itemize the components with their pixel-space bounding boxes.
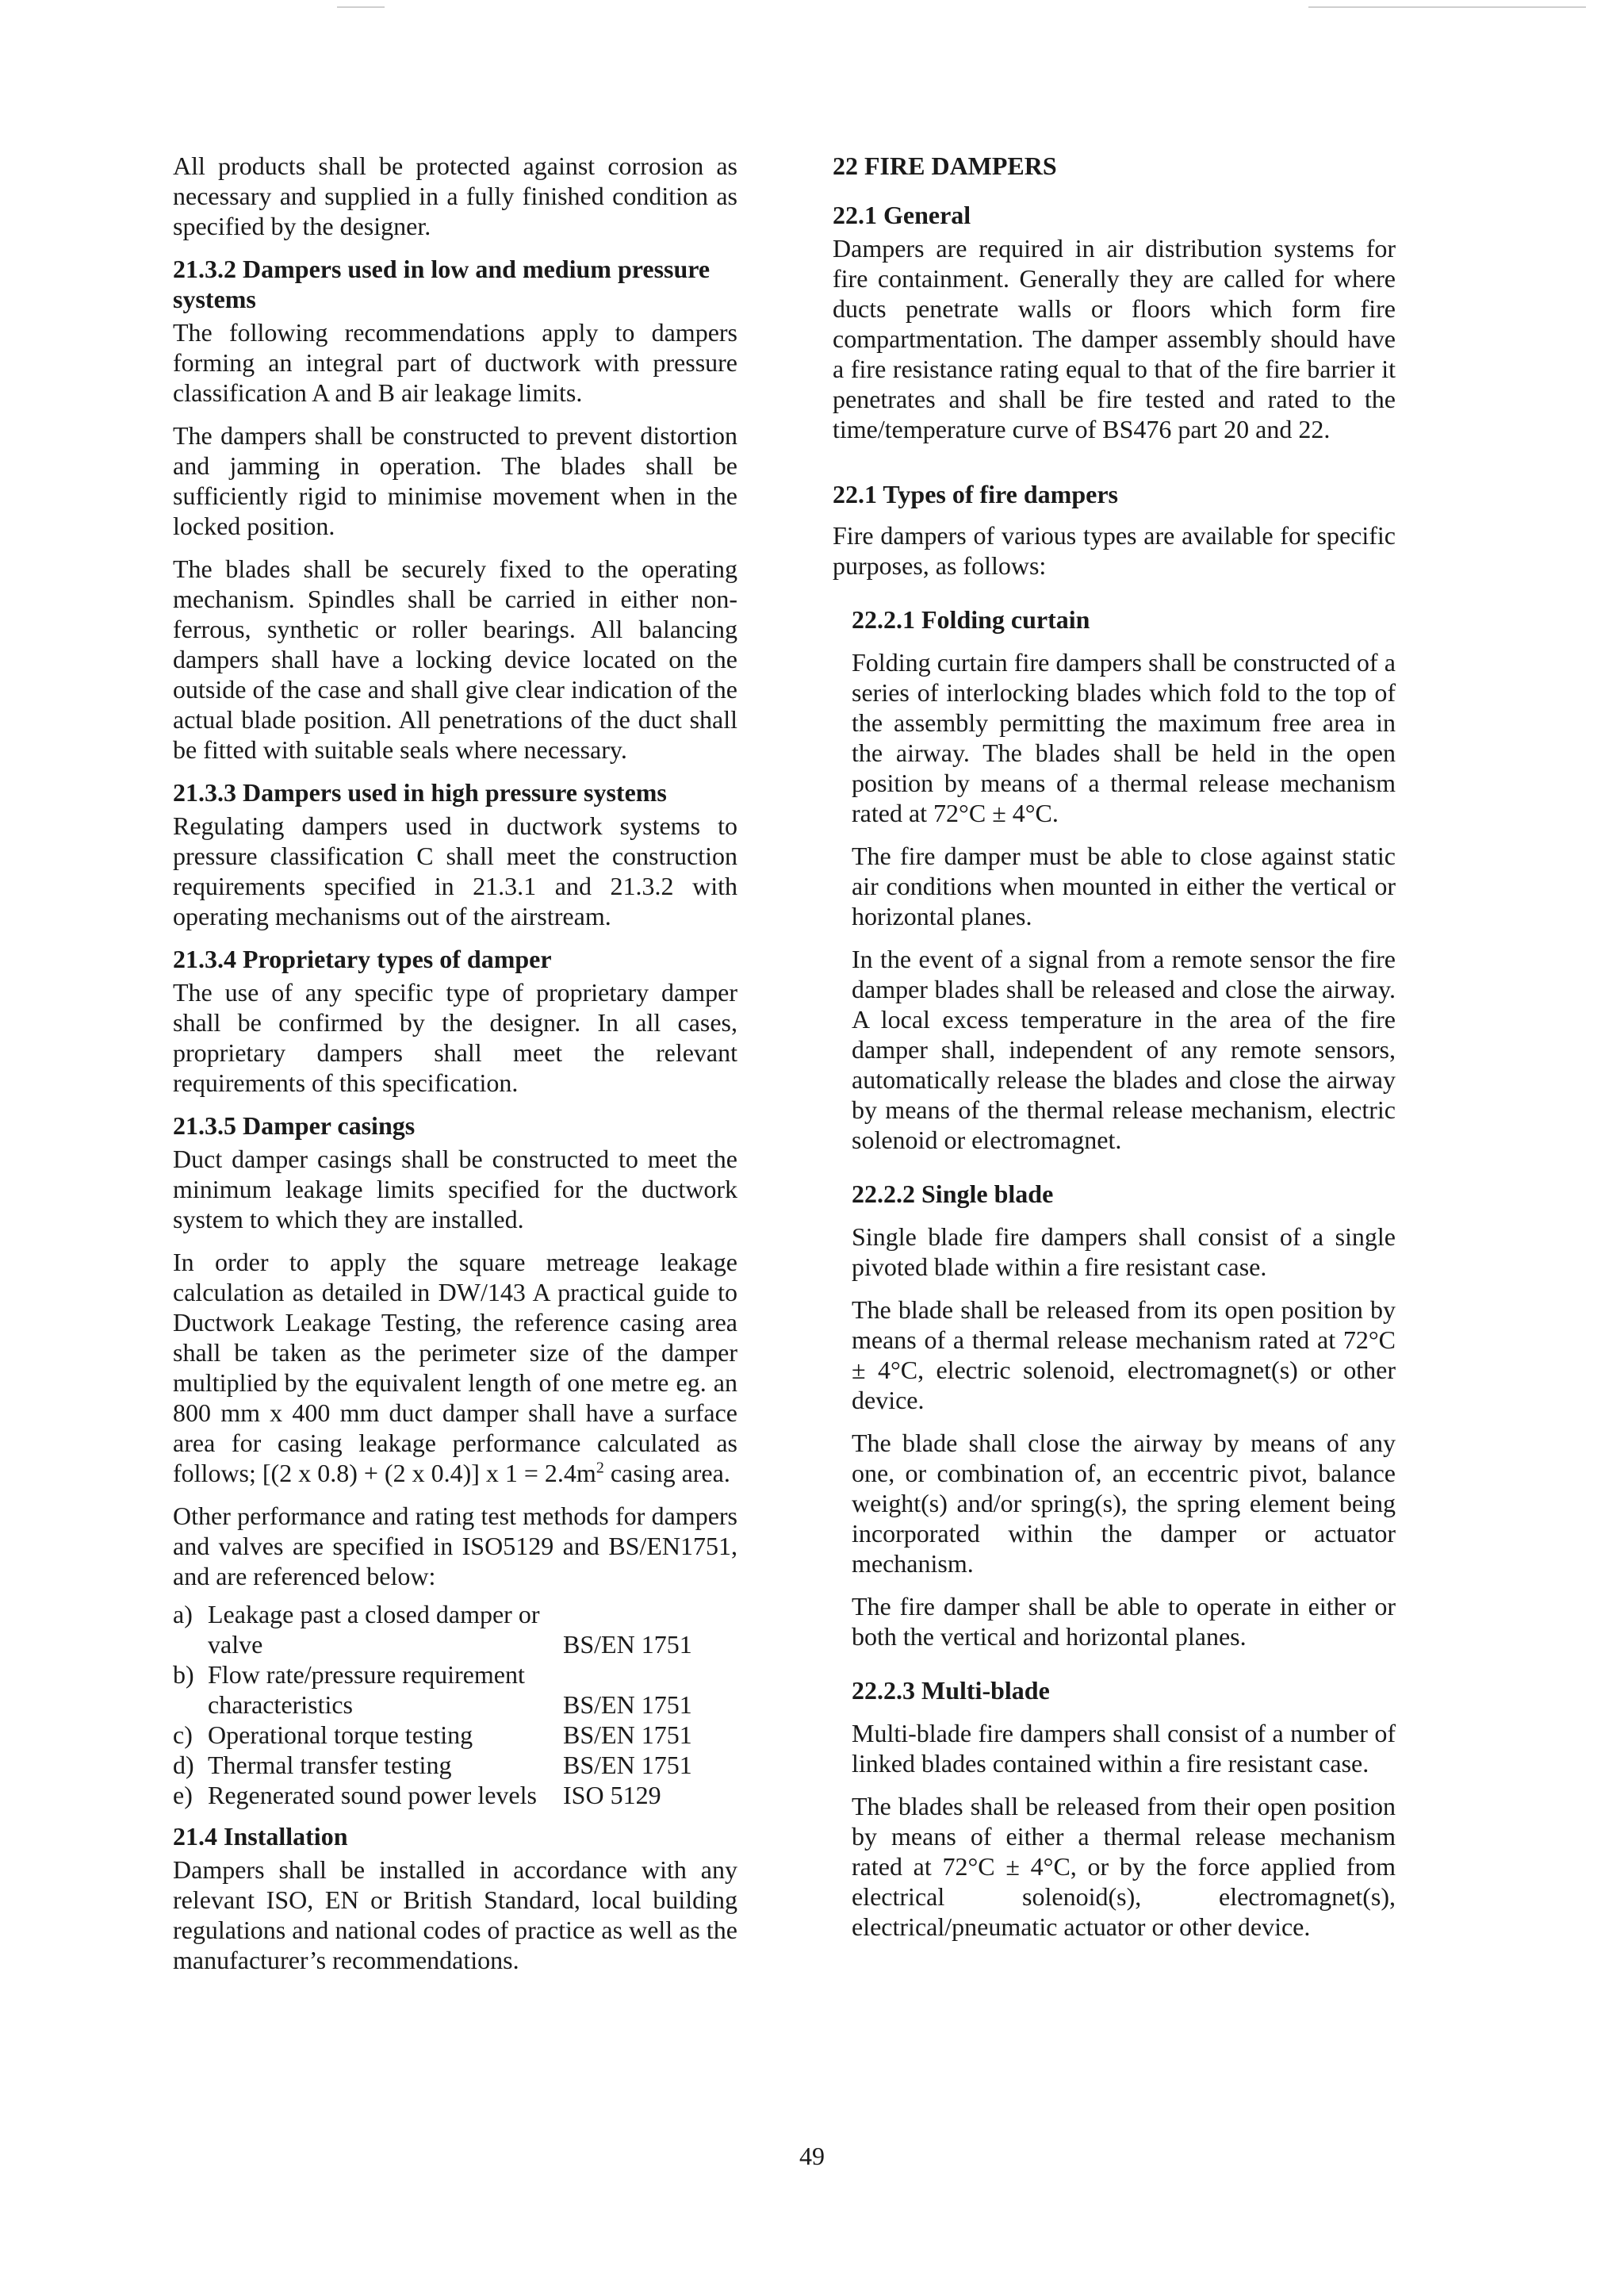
scan-artifact-line <box>337 6 385 8</box>
list-standard: BS/EN 1751 <box>563 1630 692 1659</box>
section-title: Folding curtain <box>921 605 1090 634</box>
list-standard: BS/EN 1751 <box>563 1690 692 1719</box>
section-title: Dampers used in high pressure systems <box>243 778 667 807</box>
section-number: 21.3.3 <box>173 778 236 807</box>
list-key: b) <box>173 1660 194 1689</box>
list-key: d) <box>173 1751 194 1779</box>
section-21-3-3 <box>173 777 737 931</box>
section-heading <box>833 200 1396 230</box>
paragraph: The use of any specific type of proprietary damper shall be confirmed by the designer. In all cases, proprietary dampers shall meet the relevant requirements of this specification. <box>173 978 737 1097</box>
paragraph-casing-calculation <box>173 1247 737 1488</box>
right-column <box>833 151 1396 1954</box>
section-heading <box>833 479 1396 509</box>
section-heading <box>173 944 737 974</box>
list-standard: BS/EN 1751 <box>563 1720 692 1749</box>
section-heading <box>852 1675 1396 1705</box>
section-number: 22.2.1 <box>852 605 915 634</box>
paragraph: The fire damper must be able to close against static air conditions when mounted in either the vertical or horizontal planes. <box>852 842 1396 930</box>
paragraph: Regulating dampers used in ductwork systems to pressure classification C shall meet the construction requirements specified in 21.3.1 and 21.3.2 with operating mechanisms out of the airstream. <box>173 811 737 930</box>
section-22-1 <box>833 200 1396 444</box>
paragraph: The blade shall close the airway by means of any one, or combination of, an eccentric pivot, balance weight(s) and/or spring(s), the spring element being incorporated within the damper or actuator mechanism. <box>852 1429 1396 1578</box>
section-title: Multi-blade <box>921 1676 1050 1705</box>
section-number: 21.3.4 <box>173 945 236 973</box>
list-description: Operational torque testing <box>208 1720 473 1749</box>
paragraph: The blades shall be securely fixed to the operating mechanism. Spindles shall be carried in either non-ferrous, synthetic or roller bearings. All balancing dampers shall have a locking device located on the outside of the case and shall give clear indication of the actual blade position. All penetrations of the duct shall be fitted with suitable seals where necessary. <box>173 554 737 764</box>
paragraph: In the event of a signal from a remote sensor the fire damper blades shall be released and close the airway. A local excess temperature in the area of the fire damper shall, independent of any remote sensors, automatically release the blades and close the airway by means of the thermal release mechanism, electric solenoid or electromagnet. <box>852 945 1396 1154</box>
calc-tail: casing area. <box>603 1459 730 1487</box>
section-title: Types of fire dampers <box>883 480 1118 508</box>
list-item <box>173 1659 737 1720</box>
paragraph: The dampers shall be constructed to prevent distortion and jamming in operation. The blades shall be sufficiently rigid to minimise movement when in the locked position. <box>173 421 737 540</box>
intro-paragraph: All products shall be protected against corrosion as necessary and supplied in a fully finished condition as specified by the designer. <box>173 152 737 240</box>
paragraph: The blades shall be released from their open position by means of either a thermal release mechanism rated at 72°C ± 4°C, or by the force applied from electrical solenoid(s), electromagnet(s), electrical/pneumatic actuator or other device. <box>852 1792 1396 1941</box>
section-21-3-4 <box>173 944 737 1098</box>
section-number: 22.2.2 <box>852 1179 915 1208</box>
paragraph: Fire dampers of various types are available for specific purposes, as follows: <box>833 521 1396 580</box>
section-heading <box>852 604 1396 635</box>
test-methods-list <box>173 1599 737 1810</box>
paragraph: Duct damper casings shall be constructed to meet the minimum leakage limits specified for the ductwork system to which they are installed. <box>173 1145 737 1233</box>
list-item <box>173 1780 737 1810</box>
section-21-3-2 <box>173 254 737 765</box>
section-number: 21.4 <box>173 1822 217 1851</box>
left-column <box>173 151 737 1988</box>
section-number: 21.3.2 <box>173 255 236 283</box>
paragraph: Dampers are required in air distribution systems for fire containment. Generally they are called for where ducts penetrate walls or floors which form fire compartmentation. The damper assembly should have a fire resistance rating equal to that of the fire barrier it penetrates and shall be fire tested and rated to the time/temperature curve of BS476 part 20 and 22. <box>833 234 1396 443</box>
superscript: 2 <box>596 1459 604 1477</box>
paragraph: The following recommendations apply to dampers forming an integral part of ductwork with pressure classification A and B air leakage limits. <box>173 318 737 407</box>
list-standard: BS/EN 1751 <box>563 1751 692 1779</box>
section-heading <box>173 777 737 807</box>
chapter-title: 22 FIRE DAMPERS <box>833 152 1057 180</box>
list-description: Leakage past a closed damper or valve <box>208 1600 540 1659</box>
section-number: 22.1 <box>833 480 877 508</box>
section-22-2-2 <box>852 1179 1396 1651</box>
section-title: Dampers used in low and medium pressure systems <box>173 255 710 313</box>
section-number: 22.2.3 <box>852 1676 915 1705</box>
list-item <box>173 1599 737 1659</box>
paragraph: Other performance and rating test methods for dampers and valves are specified in ISO5129 and BS/EN1751, and are referenced below: <box>173 1502 737 1590</box>
paragraph: The blade shall be released from its open position by means of a thermal release mechanism rated at 72°C ± 4°C, electric solenoid, electromagnet(s) or other device. <box>852 1295 1396 1414</box>
paragraph: The fire damper shall be able to operate in either or both the vertical and horizontal planes. <box>852 1592 1396 1651</box>
section-number: 21.3.5 <box>173 1111 236 1140</box>
list-standard: ISO 5129 <box>563 1781 661 1809</box>
section-22-2-3 <box>852 1675 1396 1942</box>
list-item <box>173 1750 737 1780</box>
calc-text: In order to apply the square metreage leakage calculation as detailed in DW/143 A practical guide to Ductwork Leakage Testing, the reference casing area shall be taken as the perimeter size of the damper multiplied by the equivalent length of one metre eg. an 800 mm x 400 mm duct damper shall have a surface area for casing leakage performance calculated as follows; [(2 x 0.8) + (2 x 0.4)] x 1 = 2.4m <box>173 1248 737 1487</box>
list-key: e) <box>173 1781 193 1809</box>
paragraph: Folding curtain fire dampers shall be constructed of a series of interlocking blades which fold to the top of the assembly permitting the maximum free area in the airway. The blades shall be held in the open position by means of a thermal release mechanism rated at 72°C ± 4°C. <box>852 648 1396 827</box>
section-heading <box>173 254 737 314</box>
section-title: Installation <box>224 1822 348 1851</box>
section-heading <box>173 1821 737 1851</box>
list-key: a) <box>173 1600 193 1628</box>
section-title: General <box>883 201 971 229</box>
section-22-1-types <box>833 479 1396 581</box>
list-key: c) <box>173 1720 193 1749</box>
section-number: 22.1 <box>833 201 877 229</box>
section-22-2-1 <box>852 604 1396 1155</box>
paragraph: Dampers shall be installed in accordance with any relevant ISO, EN or British Standard, local building regulations and national codes of practice as well as the manufacturer’s recommendations. <box>173 1855 737 1974</box>
paragraph: Single blade fire dampers shall consist of a single pivoted blade within a fire resistant case. <box>852 1222 1396 1281</box>
list-description: Regenerated sound power levels <box>208 1781 537 1809</box>
list-item <box>173 1720 737 1750</box>
paragraph: Multi-blade fire dampers shall consist of a number of linked blades contained within a fire resistant case. <box>852 1719 1396 1778</box>
list-description: Flow rate/pressure requirement characteristics <box>208 1660 525 1719</box>
scan-artifact-line <box>1308 6 1586 8</box>
section-heading <box>173 1110 737 1141</box>
page-number: 49 <box>799 2142 825 2170</box>
section-heading <box>852 1179 1396 1209</box>
section-title: Damper casings <box>243 1111 416 1140</box>
section-21-4 <box>173 1821 737 1975</box>
section-title: Single blade <box>921 1179 1054 1208</box>
list-description: Thermal transfer testing <box>208 1751 452 1779</box>
section-21-3-5 <box>173 1110 737 1810</box>
section-title: Proprietary types of damper <box>243 945 552 973</box>
